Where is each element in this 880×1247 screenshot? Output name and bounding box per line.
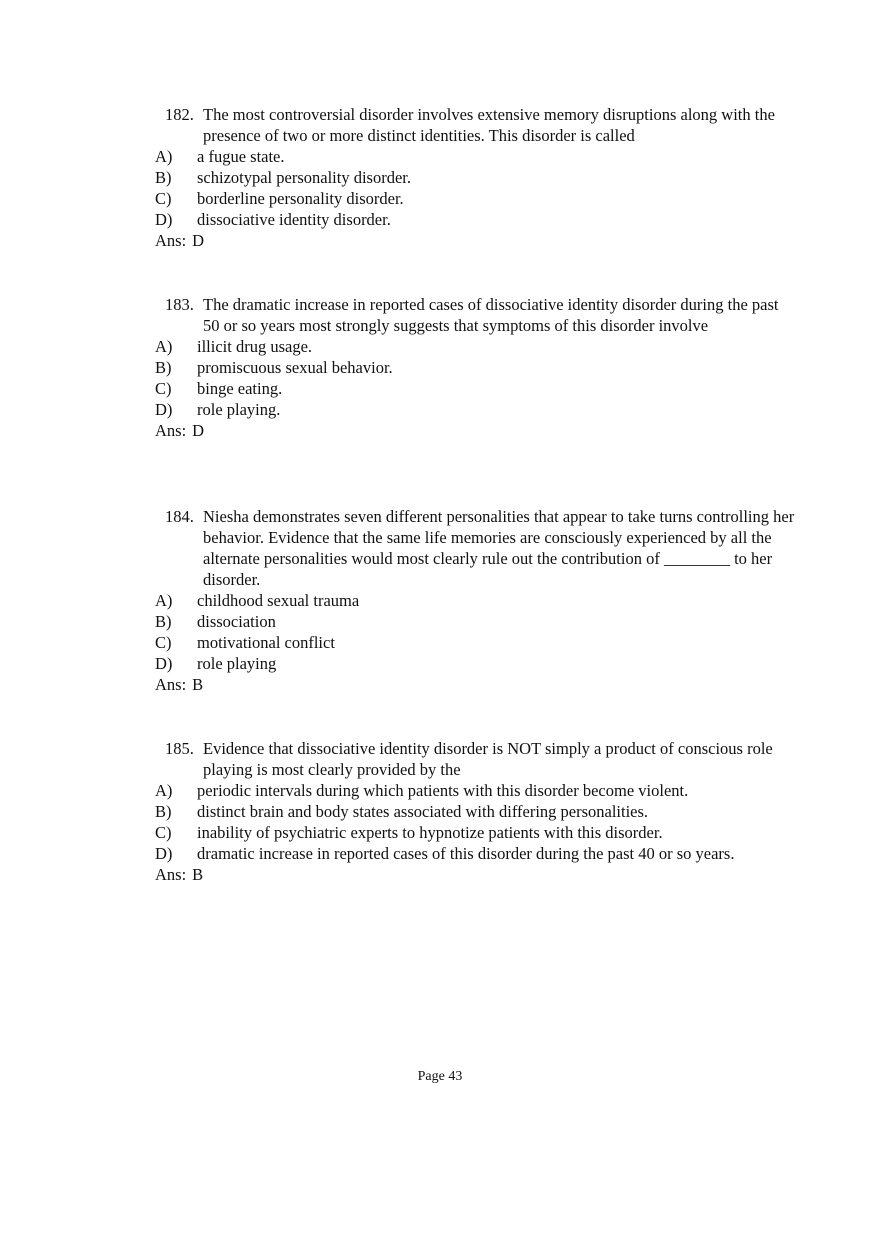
answer-line [155,230,795,251]
choice-b [155,357,795,378]
choice-text: childhood sexual trauma [197,591,360,610]
choice-label: B) [155,612,172,631]
question-stem [155,738,795,780]
choice-label: C) [155,379,172,398]
choice-a [155,146,795,167]
choice-text: dissociative identity disorder. [197,210,391,229]
answer-label: Ans: [155,421,187,440]
choice-label: B) [155,358,172,377]
question-number: 184. [165,507,194,526]
question-183 [155,294,795,441]
choice-text: motivational conflict [197,633,335,652]
choice-label: C) [155,189,172,208]
question-stem [155,506,795,590]
choice-b [155,801,795,822]
choice-d [155,843,795,864]
question-text: Evidence that dissociative identity disorder is NOT simply a product of conscious role playing is most clearly provided by the [203,739,773,779]
choice-d [155,399,795,420]
question-text: The dramatic increase in reported cases of dissociative identity disorder during the past 50 or so years most strongly suggests that symptoms of this disorder involve [203,295,779,335]
choice-label: D) [155,210,173,229]
choice-text: role playing. [197,400,281,419]
question-stem [155,294,795,336]
choice-d [155,209,795,230]
choice-b [155,167,795,188]
answer-value: D [192,421,205,440]
choice-text: borderline personality disorder. [197,189,404,208]
choice-a [155,780,795,801]
answer-line [155,420,795,441]
question-number: 185. [165,739,194,758]
question-text: Niesha demonstrates seven different personalities that appear to take turns controlling her behavior. Evidence that the same life memories are consciously experienced by all the alternate personalities would most clearly rule out the contribution of ________ to her disorder. [203,507,795,589]
answer-line [155,674,795,695]
choice-label: B) [155,168,172,187]
answer-label: Ans: [155,865,187,884]
question-184 [155,506,795,695]
question-182 [155,104,795,251]
choice-label: A) [155,591,173,610]
choice-label: A) [155,147,173,166]
choice-text: promiscuous sexual behavior. [197,358,393,377]
choice-text: inability of psychiatric experts to hypnotize patients with this disorder. [197,823,663,842]
choice-label: A) [155,337,173,356]
choice-b [155,611,795,632]
choice-c [155,188,795,209]
choice-label: C) [155,823,172,842]
page-footer [0,1069,880,1085]
choice-label: C) [155,633,172,652]
choice-text: a fugue state. [197,147,285,166]
choice-c [155,822,795,843]
choice-text: schizotypal personality disorder. [197,168,411,187]
choice-text: illicit drug usage. [197,337,313,356]
choice-label: D) [155,654,173,673]
choice-label: D) [155,400,173,419]
page-number: Page 43 [417,1069,463,1084]
answer-line [155,864,795,885]
choice-text: binge eating. [197,379,283,398]
choice-label: A) [155,781,173,800]
choice-text: dramatic increase in reported cases of this disorder during the past 40 or so years. [197,844,735,863]
answer-value: B [192,865,204,884]
question-stem [155,104,795,146]
choice-label: B) [155,802,172,821]
choice-a [155,590,795,611]
question-185 [155,738,795,885]
choice-text: distinct brain and body states associated with differing personalities. [197,802,649,821]
choice-text: periodic intervals during which patients with this disorder become violent. [197,781,689,800]
answer-label: Ans: [155,231,187,250]
choice-d [155,653,795,674]
answer-label: Ans: [155,675,187,694]
question-number: 183. [165,295,194,314]
choice-a [155,336,795,357]
answer-value: B [192,675,204,694]
choice-text: role playing [197,654,277,673]
answer-value: D [192,231,205,250]
choice-text: dissociation [197,612,276,631]
choice-c [155,632,795,653]
question-number: 182. [165,105,194,124]
question-text: The most controversial disorder involves extensive memory disruptions along with the presence of two or more distinct identities. This disorder is called [203,105,775,145]
choice-c [155,378,795,399]
choice-label: D) [155,844,173,863]
